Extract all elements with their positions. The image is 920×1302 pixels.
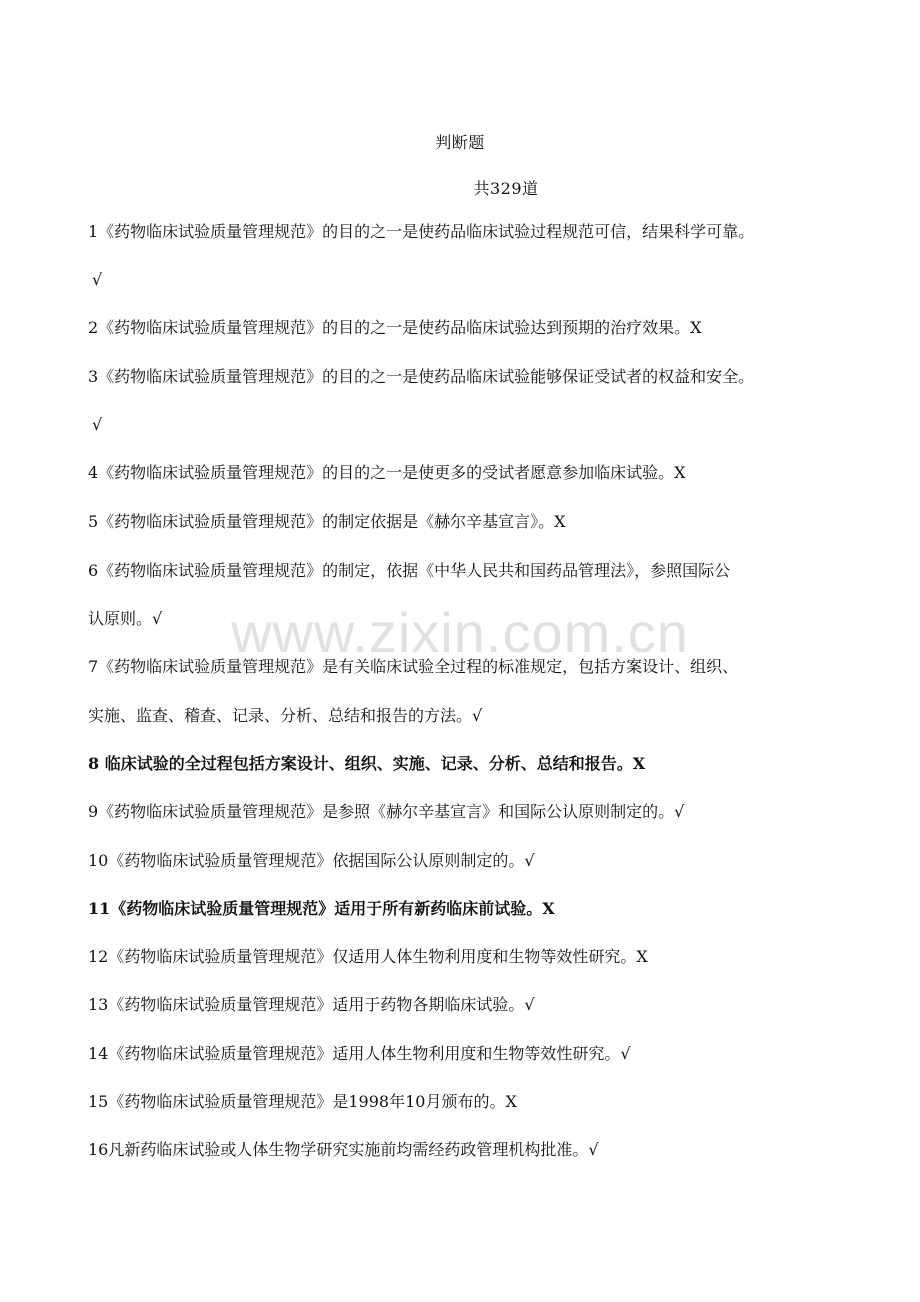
question-item: 10《药物临床试验质量管理规范》依据国际公认原则制定的。√ <box>88 851 535 870</box>
question-item: 11《药物临床试验质量管理规范》适用于所有新药临床前试验。X <box>88 899 555 918</box>
question-item: 12《药物临床试验质量管理规范》仅适用人体生物利用度和生物等效性研究。X <box>88 947 648 966</box>
question-item: 13《药物临床试验质量管理规范》适用于药物各期临床试验。√ <box>88 995 535 1014</box>
question-item: 4《药物临床试验质量管理规范》的目的之一是使更多的受试者愿意参加临床试验。X <box>88 463 686 482</box>
question-item: 2《药物临床试验质量管理规范》的目的之一是使药品临床试验达到预期的治疗效果。X <box>88 318 702 337</box>
question-item: 7《药物临床试验质量管理规范》是有关临床试验全过程的标准规定，包括方案设计、组织、 <box>88 657 739 676</box>
question-item-continued: 实施、监查、稽查、记录、分析、总结和报告的方法。√ <box>88 706 483 725</box>
question-item: 1《药物临床试验质量管理规范》的目的之一是使药品临床试验过程规范可信，结果科学可靠。 <box>88 222 755 241</box>
question-item: 6《药物临床试验质量管理规范》的制定，依据《中华人民共和国药品管理法》，参照国际公 <box>88 561 731 580</box>
question-item: 5《药物临床试验质量管理规范》的制定依据是《赫尔辛基宣言》。X <box>88 512 566 531</box>
question-item-continued: 认原则。√ <box>88 609 163 628</box>
question-item: 9《药物临床试验质量管理规范》是参照《赫尔辛基宣言》和国际公认原则制定的。√ <box>88 802 685 821</box>
watermark: www.zixin.com.cn <box>231 601 689 664</box>
question-item: 15《药物临床试验质量管理规范》是1998年10月颁布的。X <box>88 1092 517 1111</box>
question-item: 8 临床试验的全过程包括方案设计、组织、实施、记录、分析、总结和报告。X <box>88 754 646 773</box>
question-item: 3《药物临床试验质量管理规范》的目的之一是使药品临床试验能够保证受试者的权益和安全。 <box>88 367 755 386</box>
page-title: 判断题 <box>435 133 485 152</box>
question-count: 共329道 <box>473 179 539 198</box>
answer-mark: √ <box>92 415 103 434</box>
question-item: 14《药物临床试验质量管理规范》适用人体生物利用度和生物等效性研究。√ <box>88 1044 631 1063</box>
answer-mark: √ <box>92 270 103 289</box>
question-item: 16凡新药临床试验或人体生物学研究实施前均需经药政管理机构批准。√ <box>88 1140 599 1159</box>
